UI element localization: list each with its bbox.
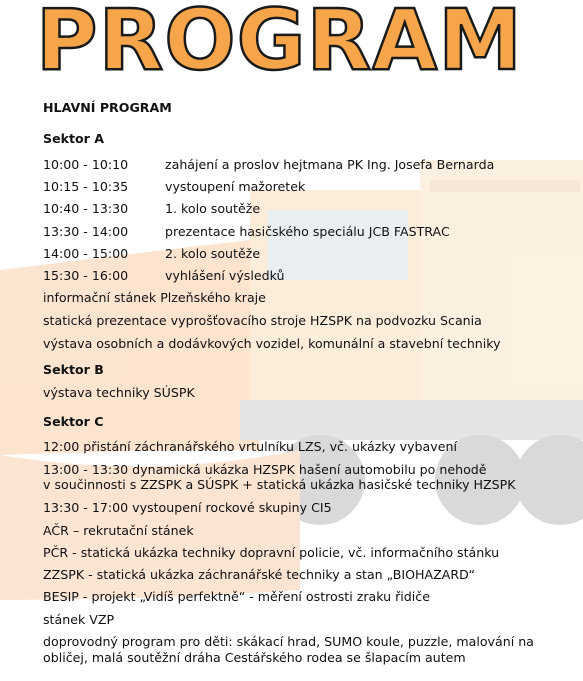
list-item: 13:30 - 17:00 vystoupení rockové skupiny CI5 — [43, 500, 332, 515]
schedule-row — [43, 224, 450, 240]
schedule-row — [43, 246, 260, 262]
schedule-time: 15:30 - 16:00 — [43, 268, 129, 283]
list-item: doprovodný program pro děti: skákací hrad, SUMO koule, puzzle, malování na — [43, 634, 534, 649]
main-program-heading: HLAVNÍ PROGRAM — [43, 100, 172, 115]
schedule-time: 10:00 - 10:10 — [43, 157, 129, 172]
schedule-event: vyhlášení výsledků — [165, 268, 285, 283]
list-item: AČR – rekrutační stánek — [43, 523, 194, 538]
schedule-row — [43, 157, 494, 173]
list-item: ZZSPK - statická ukázka záchranářské techniky a stan „BIOHAZARD“ — [43, 567, 476, 582]
schedule-time: 14:00 - 15:00 — [43, 246, 129, 261]
schedule-event: prezentace hasičského speciálu JCB FASTRAC — [165, 224, 450, 239]
schedule-row — [43, 268, 285, 284]
list-item: výstava osobních a dodávkových vozidel, komunální a stavební techniky — [43, 336, 501, 351]
program-title: PROGRAM — [36, 0, 523, 89]
list-item: 13:00 - 13:30 dynamická ukázka HZSPK hašení automobilu po nehodě — [43, 462, 487, 477]
list-item: BESIP - projekt „Vidíš perfektně“ - měření ostrosti zraku řidiče — [43, 589, 430, 604]
schedule-event: zahájení a proslov hejtmana PK Ing. Josefa Bernarda — [165, 157, 495, 172]
sector-c-heading: Sektor C — [43, 414, 104, 429]
list-item: statická prezentace vyprošťovacího stroje HZSPK na podvozku Scania — [43, 313, 482, 328]
schedule-event: vystoupení mažoretek — [165, 179, 306, 194]
schedule-time: 10:15 - 10:35 — [43, 179, 129, 194]
list-item: 12:00 přistání záchranářského vrtulníku LZS, vč. ukázky vybavení — [43, 439, 457, 454]
list-item: informační stánek Plzeňského kraje — [43, 290, 266, 305]
schedule-time: 13:30 - 14:00 — [43, 224, 129, 239]
schedule-time: 10:40 - 13:30 — [43, 201, 129, 216]
list-item: stánek VZP — [43, 612, 115, 627]
schedule-event: 2. kolo soutěže — [165, 246, 261, 261]
schedule-row — [43, 201, 260, 217]
schedule-row — [43, 179, 305, 195]
sector-b-heading: Sektor B — [43, 362, 104, 377]
list-item: PČR - statická ukázka techniky dopravní policie, vč. informačního stánku — [43, 545, 500, 560]
schedule-event: 1. kolo soutěže — [165, 201, 261, 216]
sector-a-heading: Sektor A — [43, 131, 105, 146]
list-item: v součinnosti s ZZSPK a SÚSPK + statická ukázka hasičské techniky HZSPK — [43, 477, 516, 492]
list-item: výstava techniky SÚSPK — [43, 385, 195, 400]
list-item: obličej, malá soutěžní dráha Cestářského rodea se šlapacím autem — [43, 650, 466, 665]
